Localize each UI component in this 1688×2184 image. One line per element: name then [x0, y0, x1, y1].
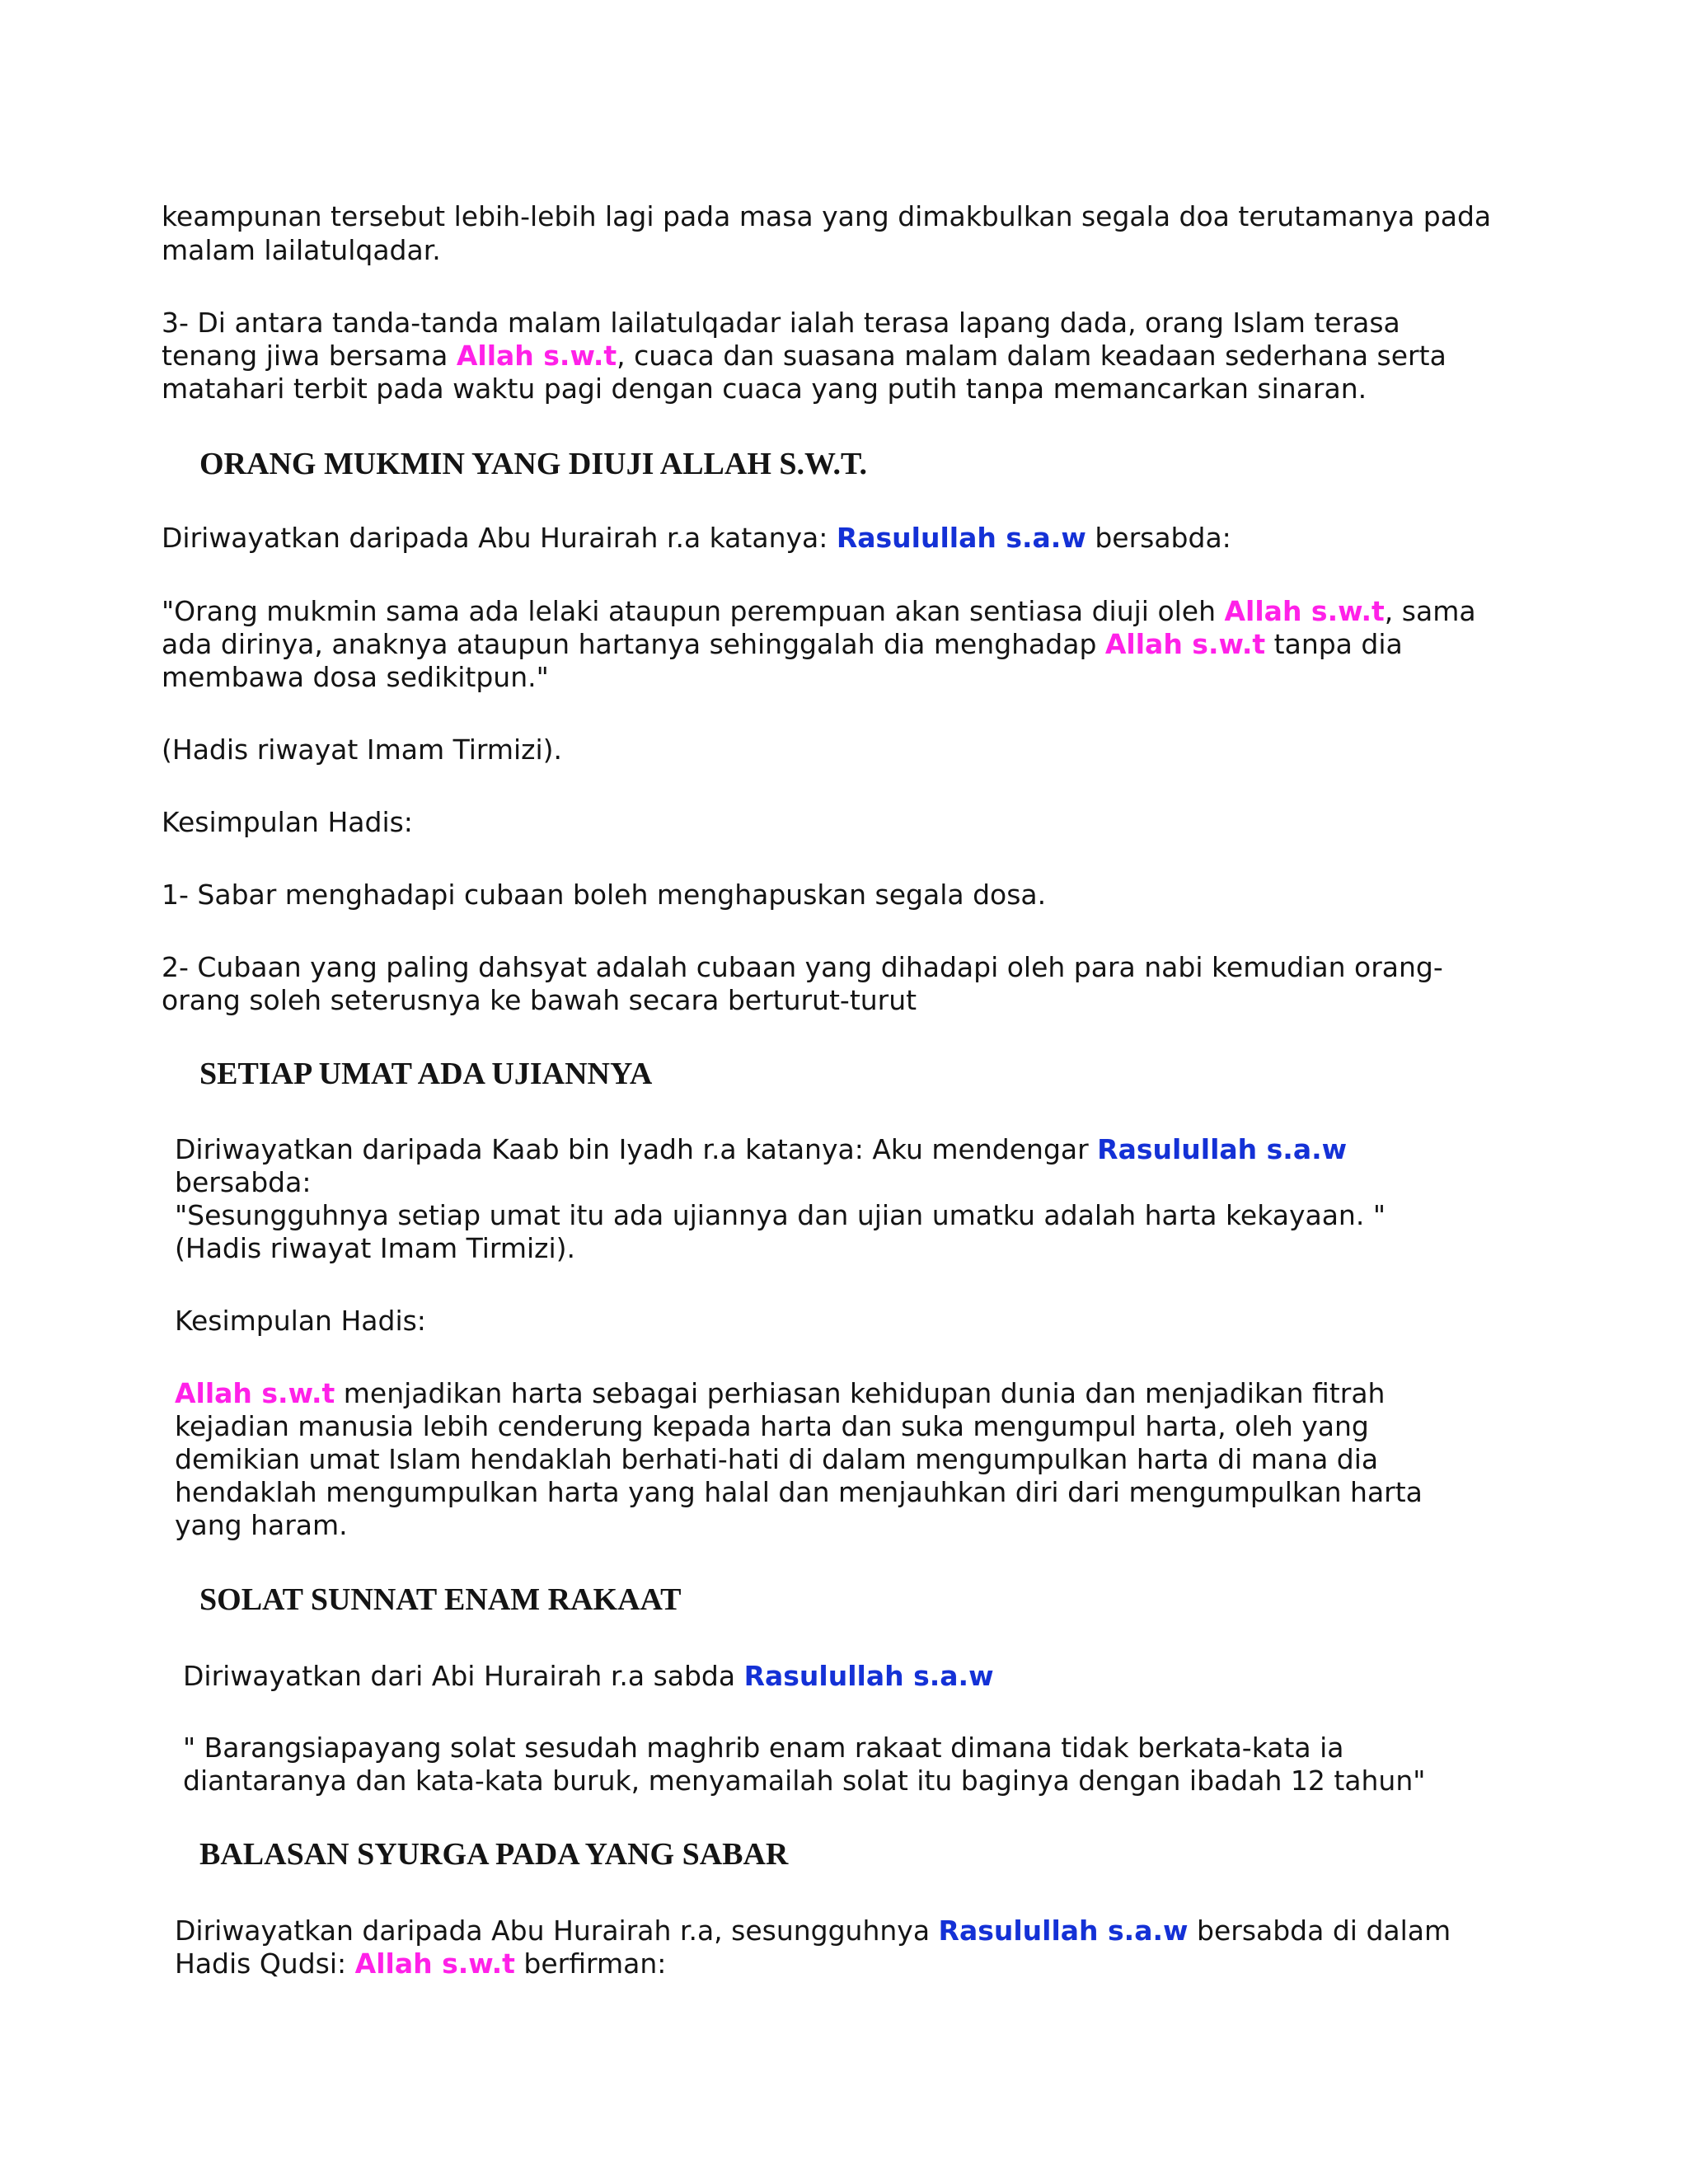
rasulullah-highlight: Rasulullah s.a.w [836, 522, 1086, 554]
section2-conclusion-line-2: kejadian manusia lebih cenderung kepada harta dan suka mengumpul harta, oleh yang [175, 1410, 1369, 1442]
section2-quote: "Sesungguhnya setiap umat itu ada ujiannya dan ujian umatku adalah harta kekayaan. " [175, 1199, 1386, 1231]
section3-quote-line-2: diantaranya dan kata-kata buruk, menyamailah solat itu baginya dengan ibadah 12 tahun" [183, 1765, 1426, 1797]
intro-line-1: keampunan tersebut lebih-lebih lagi pada masa yang dimakbulkan segala doa terutamanya pada [162, 200, 1492, 232]
rasulullah-highlight: Rasulullah s.a.w [743, 1660, 994, 1692]
section1-point-2-line-2: orang soleh seterusnya ke bawah secara berturut-turut [162, 984, 917, 1016]
narration-text: Diriwayatkan daripada Abu Hurairah r.a, sesungguhnya [175, 1915, 939, 1947]
section4-heading: BALASAN SYURGA PADA YANG SABAR [199, 1837, 789, 1872]
allah-highlight: Allah s.w.t [1224, 595, 1385, 627]
rasulullah-highlight: Rasulullah s.a.w [938, 1915, 1189, 1947]
narration-text: berfirman: [514, 1947, 667, 1980]
point3-line-3: matahari terbit pada waktu pagi dengan cuaca yang putih tanpa memancarkan sinaran. [162, 373, 1367, 405]
section3-heading: SOLAT SUNNAT ENAM RAKAAT [199, 1582, 682, 1617]
section2-narration-line-1 [175, 1132, 1347, 1166]
conclusion-text: menjadikan harta sebagai perhiasan kehidupan dunia dan menjadikan fitrah [335, 1377, 1386, 1409]
section1-point-2-line-1: 2- Cubaan yang paling dahsyat adalah cubaan yang dihadapi oleh para nabi kemudian orang- [162, 951, 1443, 983]
section1-quote-line-1 [162, 594, 1476, 628]
section3-quote-line-1: " Barangsiapayang solat sesudah maghrib enam rakaat dimana tidak berkata-kata ia [183, 1732, 1344, 1764]
narration-text: Diriwayatkan dari Abi Hurairah r.a sabda [183, 1660, 744, 1692]
quote-text: tanpa dia [1265, 628, 1403, 660]
allah-highlight: Allah s.w.t [175, 1377, 335, 1409]
narration-text: Diriwayatkan daripada Abu Hurairah r.a katanya: [162, 522, 837, 554]
section2-conclusion-line-4: hendaklah mengumpulkan harta yang halal dan menjauhkan diri dari mengumpulkan harta [175, 1476, 1423, 1508]
section4-narration-line-1 [175, 1914, 1451, 1947]
section2-conclusion-line-1 [175, 1376, 1385, 1410]
point3-text: tenang jiwa bersama [162, 340, 457, 372]
allah-highlight: Allah s.w.t [354, 1947, 515, 1980]
rasulullah-highlight: Rasulullah s.a.w [1097, 1133, 1348, 1165]
section1-quote-line-3: membawa dosa sedikitpun." [162, 661, 549, 693]
point3-text: , cuaca dan suasana malam dalam keadaan sederhana serta [617, 340, 1447, 372]
narration-text: Hadis Qudsi: [175, 1947, 355, 1980]
section2-source: (Hadis riwayat Imam Tirmizi). [175, 1232, 576, 1264]
intro-line-2: malam lailatulqadar. [162, 234, 441, 266]
section4-narration-line-2 [175, 1947, 666, 1980]
narration-text: Diriwayatkan daripada Kaab bin Iyadh r.a katanya: Aku mendengar [175, 1133, 1098, 1165]
quote-text: "Orang mukmin sama ada lelaki ataupun perempuan akan sentiasa diuji oleh [162, 595, 1225, 627]
allah-highlight: Allah s.w.t [1104, 628, 1266, 660]
point3-line-2 [162, 339, 1447, 373]
narration-text: bersabda di dalam [1188, 1915, 1451, 1947]
section2-narration-line-2: bersabda: [175, 1166, 312, 1198]
narration-text: bersabda: [1085, 522, 1231, 554]
section2-conclusion-line-3: demikian umat Islam hendaklah berhati-hati di dalam mengumpulkan harta di mana dia [175, 1443, 1379, 1475]
quote-text: ada dirinya, anaknya ataupun hartanya sehinggalah dia menghadap [162, 628, 1105, 660]
section2-heading: SETIAP UMAT ADA UJIANNYA [199, 1057, 653, 1091]
section1-heading: ORANG MUKMIN YANG DIUJI ALLAH S.W.T. [199, 447, 868, 481]
section1-quote-line-2 [162, 627, 1403, 661]
section2-conclusion-label: Kesimpulan Hadis: [175, 1305, 426, 1337]
section1-source: (Hadis riwayat Imam Tirmizi). [162, 733, 563, 766]
section1-point-1: 1- Sabar menghadapi cubaan boleh menghapuskan segala dosa. [162, 879, 1047, 911]
quote-text: , sama [1384, 595, 1476, 627]
section2-conclusion-line-5: yang haram. [175, 1509, 348, 1541]
section3-narration [183, 1659, 994, 1693]
allah-highlight: Allah s.w.t [456, 340, 617, 372]
section1-narration [162, 521, 1231, 555]
point3-line-1: 3- Di antara tanda-tanda malam lailatulqadar ialah terasa lapang dada, orang Islam terasa [162, 307, 1400, 339]
section1-conclusion-label: Kesimpulan Hadis: [162, 806, 413, 838]
